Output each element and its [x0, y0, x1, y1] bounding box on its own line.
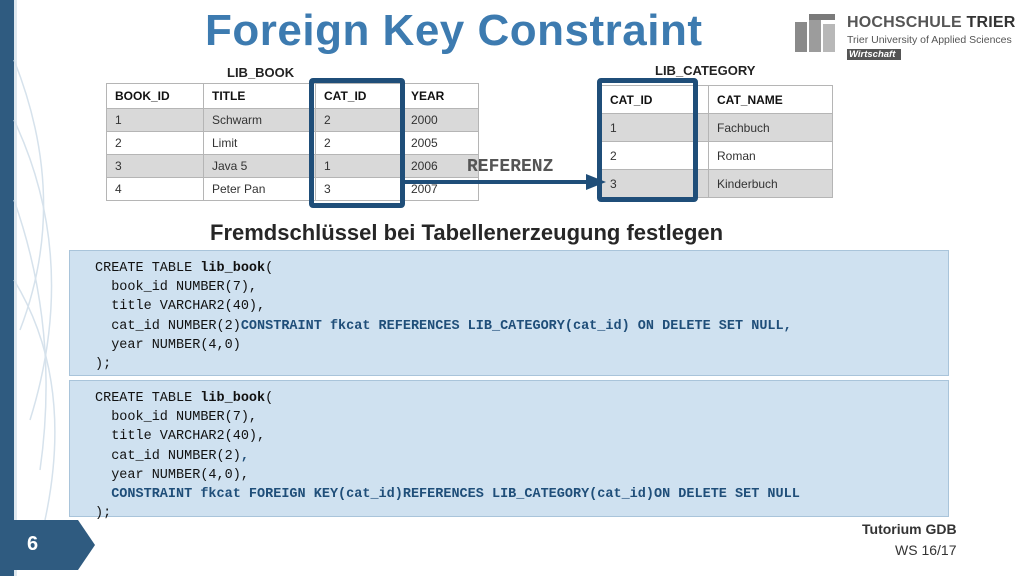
reference-arrow-icon [400, 170, 610, 190]
reference-label: REFERENZ [467, 157, 554, 177]
column-header: CAT_ID [316, 84, 403, 109]
table-cell: Limit [204, 132, 316, 155]
cat-id-highlight-category [597, 78, 698, 202]
table-cell: Peter Pan [204, 178, 316, 201]
table-cell: 3 [107, 155, 204, 178]
code-line: year NUMBER(4,0), [95, 467, 249, 483]
code-line: CREATE TABLE lib_book( [95, 391, 274, 406]
code-line: year NUMBER(4,0) [95, 337, 241, 353]
table-cell: Kinderbuch [709, 170, 833, 198]
table-cell: 1 [107, 109, 204, 132]
footer-course: Tutorium GDB [862, 521, 957, 537]
table-cell: Roman [709, 142, 833, 170]
table-cell: 3 [602, 170, 709, 198]
table-cell: 2 [602, 142, 709, 170]
page-number: 6 [27, 533, 39, 555]
table-cell: 2005 [403, 132, 479, 155]
university-logo [795, 12, 1016, 72]
table-cell: Schwarm [204, 109, 316, 132]
table-cell: 2 [107, 132, 204, 155]
table-header-row [107, 84, 479, 109]
table-cell: 4 [107, 178, 204, 201]
lib-book-caption: LIB_BOOK [227, 65, 295, 80]
code-line: cat_id NUMBER(2), [95, 448, 249, 464]
code-line: ); [95, 506, 112, 522]
code-block-table-constraint [69, 380, 949, 522]
column-header: YEAR [403, 84, 479, 109]
table-row [107, 132, 479, 155]
code-line: cat_id NUMBER(2)CONSTRAINT fkcat REFERENCES LIB_CATEGORY(cat_id) ON DELETE SET NULL, [95, 318, 792, 334]
logo-subtitle: Trier University of Applied Sciences [847, 34, 1012, 46]
table-cell: 3 [316, 178, 403, 201]
code-line: book_id NUMBER(7), [95, 410, 258, 426]
table-cell: 2007 [403, 178, 479, 201]
slide-title: Foreign Key Constraint [205, 6, 703, 55]
table-cell: 2 [316, 109, 403, 132]
code-line: book_id NUMBER(7), [95, 280, 258, 296]
table-row [107, 109, 479, 132]
code-line: CREATE TABLE lib_book( [95, 261, 274, 276]
lib-category-caption: LIB_CATEGORY [655, 63, 756, 78]
column-header: TITLE [204, 84, 316, 109]
column-header: CAT_ID [602, 86, 709, 114]
table-cell: 2006 [403, 155, 479, 178]
page-number-badge [0, 520, 95, 570]
code-line: ); [95, 356, 112, 372]
table-cell: Fachbuch [709, 114, 833, 142]
code-line: title VARCHAR2(40), [95, 429, 266, 445]
code-line: CONSTRAINT fkcat FOREIGN KEY(cat_id)REFERENCES LIB_CATEGORY(cat_id)ON DELETE SET NULL [95, 486, 800, 502]
code-block-inline-constraint [69, 250, 949, 376]
logo-name: HOCHSCHULE TRIER [847, 14, 1016, 31]
cat-id-highlight-book [309, 78, 405, 208]
table-cell: 2000 [403, 109, 479, 132]
table-cell: 1 [602, 114, 709, 142]
column-header: CAT_NAME [709, 86, 833, 114]
code-line: title VARCHAR2(40), [95, 299, 266, 315]
table-cell: Java 5 [204, 155, 316, 178]
column-header: BOOK_ID [107, 84, 204, 109]
footer-term: WS 16/17 [895, 542, 957, 558]
logo-department: Wirtschaft [847, 49, 901, 60]
hochschule-trier-logo-icon [795, 12, 839, 56]
table-cell: 1 [316, 155, 403, 178]
section-subtitle: Fremdschlüssel bei Tabellenerzeugung festlegen [210, 220, 724, 245]
table-cell: 2 [316, 132, 403, 155]
